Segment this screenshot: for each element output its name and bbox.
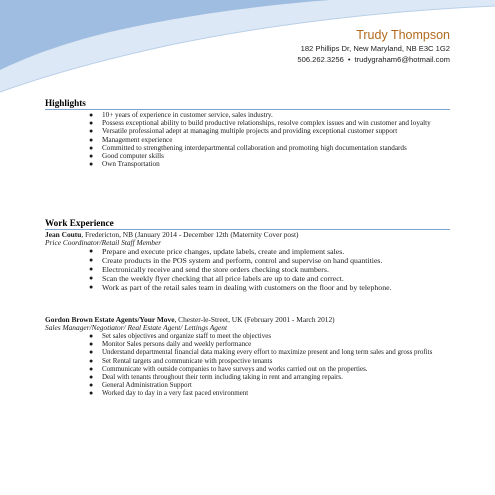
bullet-icon: ●	[89, 247, 94, 255]
list-item	[89, 348, 451, 356]
bullet-icon: ●	[89, 340, 94, 349]
duty-text: Electronically receive and send the store orders checking stock numbers.	[102, 265, 329, 274]
highlight-text: Own Transportation	[102, 160, 160, 169]
duty-text: Prepare and execute price changes, update labels, create and implement sales.	[102, 247, 345, 256]
company-name: Gordon Brown Estate Agents/Your Move	[45, 315, 175, 324]
job-details: , Chester-le-Street, UK (February 2001 - March 2012)	[174, 315, 335, 324]
duty-text: Create products in the POS system and perform, control and supervise on hand quantities.	[102, 256, 383, 265]
contact-separator: •	[347, 55, 351, 64]
list-item	[89, 265, 429, 274]
bullet-icon: ●	[89, 381, 94, 390]
duty-text: General Administration Support	[102, 381, 192, 390]
bullet-icon: ●	[89, 111, 94, 119]
list-item	[89, 127, 451, 135]
highlight-text: Good computer skills	[102, 152, 164, 161]
list-item	[89, 373, 451, 381]
list-item	[89, 160, 451, 168]
bullet-icon: ●	[89, 265, 94, 273]
job-role: Price Coordinator/Retail Staff Member	[45, 238, 162, 247]
highlight-text: Committed to strengthening interdepartmental collaboration and promoting high documentation standards	[102, 143, 407, 152]
list-item	[89, 247, 429, 256]
applicant-address: 182 Phillips Dr, New Maryland, NB E3C 1G2	[300, 44, 450, 53]
list-item	[89, 256, 429, 265]
list-item	[89, 283, 429, 292]
contact-line	[297, 55, 450, 64]
list-item	[89, 381, 451, 389]
duty-text: Worked day to day in a very fast paced environment	[102, 389, 249, 398]
list-item	[89, 274, 429, 283]
bullet-icon: ●	[89, 356, 94, 365]
bullet-icon: ●	[89, 274, 94, 282]
duty-text: Monitor Sales persons daily and weekly performance	[102, 340, 252, 349]
list-item	[89, 357, 451, 365]
email-address: trudygraham6@hotmail.com	[354, 55, 450, 64]
bullet-icon: ●	[89, 160, 94, 169]
list-item	[89, 119, 451, 127]
bullet-icon: ●	[89, 389, 94, 398]
duty-text: Set Rental targets and communicate with prospective tenants	[102, 356, 273, 365]
duty-text: Scan the weekly flyer checking that all price labels are up to date and correct.	[102, 274, 344, 283]
list-item	[89, 144, 451, 152]
highlight-text: Versatile professional adept at managing multiple projects and providing exceptional customer support	[102, 127, 398, 136]
job-duties-list	[89, 247, 429, 292]
list-item	[89, 389, 451, 397]
bullet-icon: ●	[89, 364, 94, 373]
bullet-icon: ●	[89, 332, 94, 340]
duty-text: Communicate with outside companies to have surveys and works carried out on the properties.	[102, 364, 368, 373]
list-item	[89, 340, 451, 348]
bullet-icon: ●	[89, 127, 94, 136]
phone-number: 506.262.3256	[297, 55, 344, 64]
duty-text: Deal with tenants throughout their term including taking in rent and arranging repairs.	[102, 373, 343, 382]
bullet-icon: ●	[89, 256, 94, 264]
list-item	[89, 365, 451, 373]
duty-text: Understand departmental financial data making every effort to maximize present and long term sales and gross profits	[102, 348, 433, 357]
job-role: Sales Manager/Negotiator/ Real Estate Agent/ Lettings Agent	[45, 323, 228, 332]
bullet-icon: ●	[89, 143, 94, 152]
highlights-list	[89, 111, 451, 168]
duty-text: Work as part of the retail sales team in dealing with customers on the floor and by telephone.	[102, 283, 392, 292]
duty-text: Set sales objectives and organize staff to meet the objectives	[102, 332, 272, 340]
bullet-icon: ●	[89, 119, 94, 128]
company-name: Jean Coutu	[45, 230, 82, 239]
bullet-icon: ●	[89, 283, 94, 291]
bullet-icon: ●	[89, 152, 94, 161]
applicant-name: Trudy Thompson	[356, 28, 450, 42]
highlights-heading: Highlights	[45, 98, 86, 108]
job-duties-list	[89, 332, 451, 398]
list-item	[89, 136, 451, 144]
highlights-divider	[45, 109, 450, 110]
work-experience-heading: Work Experience	[45, 218, 114, 228]
highlight-text: 10+ years of experience in customer service, sales industry.	[102, 111, 273, 119]
list-item	[89, 332, 451, 340]
list-item	[89, 111, 451, 119]
job-details: , Fredericton, NB (January 2014 - December 12th (Maternity Cover post)	[81, 230, 299, 239]
bullet-icon: ●	[89, 135, 94, 144]
highlight-text: Management experience	[102, 135, 173, 144]
bullet-icon: ●	[89, 348, 94, 357]
highlight-text: Possess exceptional ability to build productive relationships, resolve complex issues and win customer and loyalty	[102, 119, 431, 128]
list-item	[89, 152, 451, 160]
bullet-icon: ●	[89, 373, 94, 382]
